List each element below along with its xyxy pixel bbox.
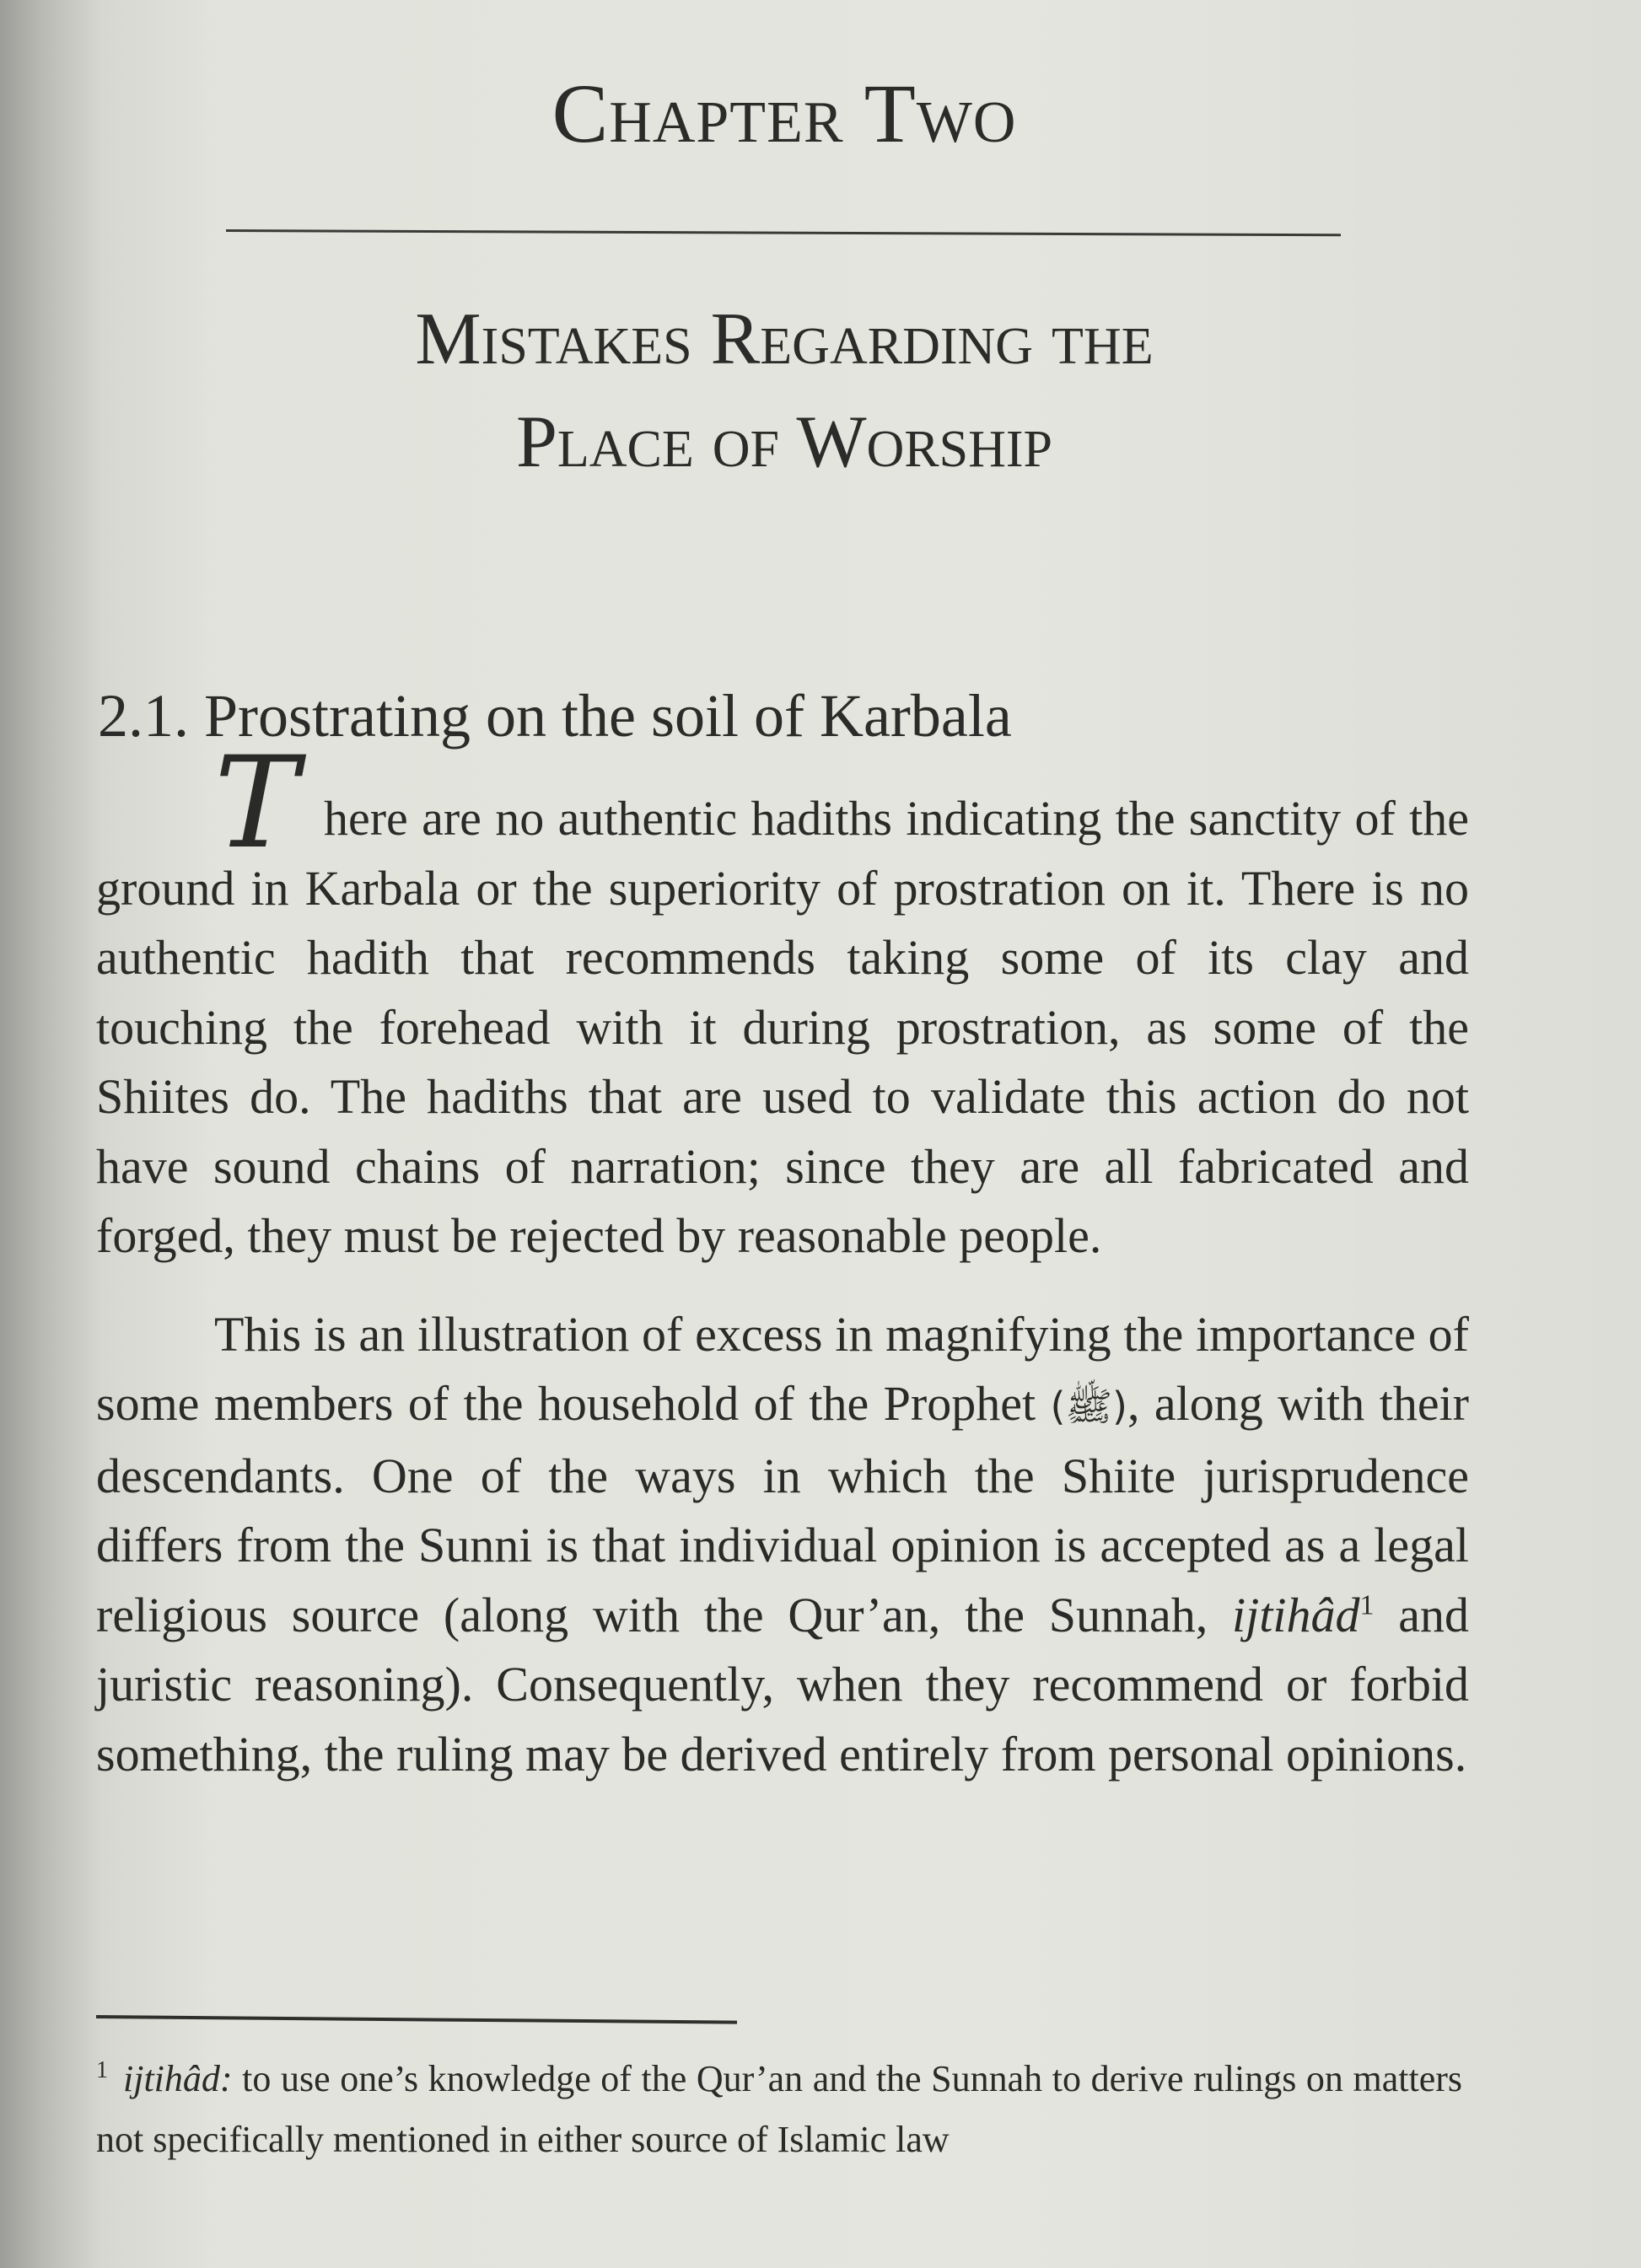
footnote-number: 1 xyxy=(96,2057,108,2084)
chapter-label: Chapter Two xyxy=(551,67,1017,160)
footnote xyxy=(96,2049,1462,2170)
chapter-title xyxy=(228,288,1341,494)
footnote-divider xyxy=(96,2015,737,2024)
body-text xyxy=(96,730,1469,1789)
footnote-term: ijtihâd: xyxy=(123,2058,233,2099)
term-ijtihad: ijtihâd xyxy=(1232,1587,1360,1642)
footnote-text: to use one’s knowledge of the Qur’an and the Sunnah to derive rulings on matters not specifically mentioned in either source of Islamic law xyxy=(96,2058,1462,2160)
honorific-symbol: (ﷺ) xyxy=(1050,1384,1127,1429)
paragraph-2-part-2: , along with their descendants. One of the ways in which the Shiite jurisprudence differs from the Sunni is that individual opinion is accepted as a legal religious source (along with the Qur’an, the Sunnah, xyxy=(96,1376,1469,1642)
paragraph-1-text: here are no authentic hadiths indicating the sanctity of the ground in Karbala or the superiority of prostration on it. There is no authentic hadith that recommends taking some of its clay and touching the forehead with it during prostration, as some of the Shiites do. The hadiths that are used to validate this action do not have sound chains of narration; since they are all fabricated and forged, they must be rejected by reasonable people. xyxy=(96,791,1469,1263)
chapter-title-line-1: Mistakes Regarding the xyxy=(415,298,1154,380)
paragraph-2-part-1: This is an illustration of excess in magnifying the importance of some members of the household of the Prophet xyxy=(96,1306,1469,1431)
paragraph-2-part-3: and juristic reasoning). Consequently, when they recommend or forbid something, the ruling may be derived entirely from personal opinions. xyxy=(96,1587,1469,1782)
paragraph-2 xyxy=(96,1300,1469,1790)
section-heading: 2.1. Prostrating on the soil of Karbala xyxy=(98,682,1012,750)
chapter-divider xyxy=(226,229,1341,236)
drop-cap: T xyxy=(214,730,299,877)
chapter-title-line-2: Place of Worship xyxy=(515,401,1053,483)
paragraph-1 xyxy=(96,730,1469,1271)
footnote-reference: 1 xyxy=(1359,1589,1375,1621)
